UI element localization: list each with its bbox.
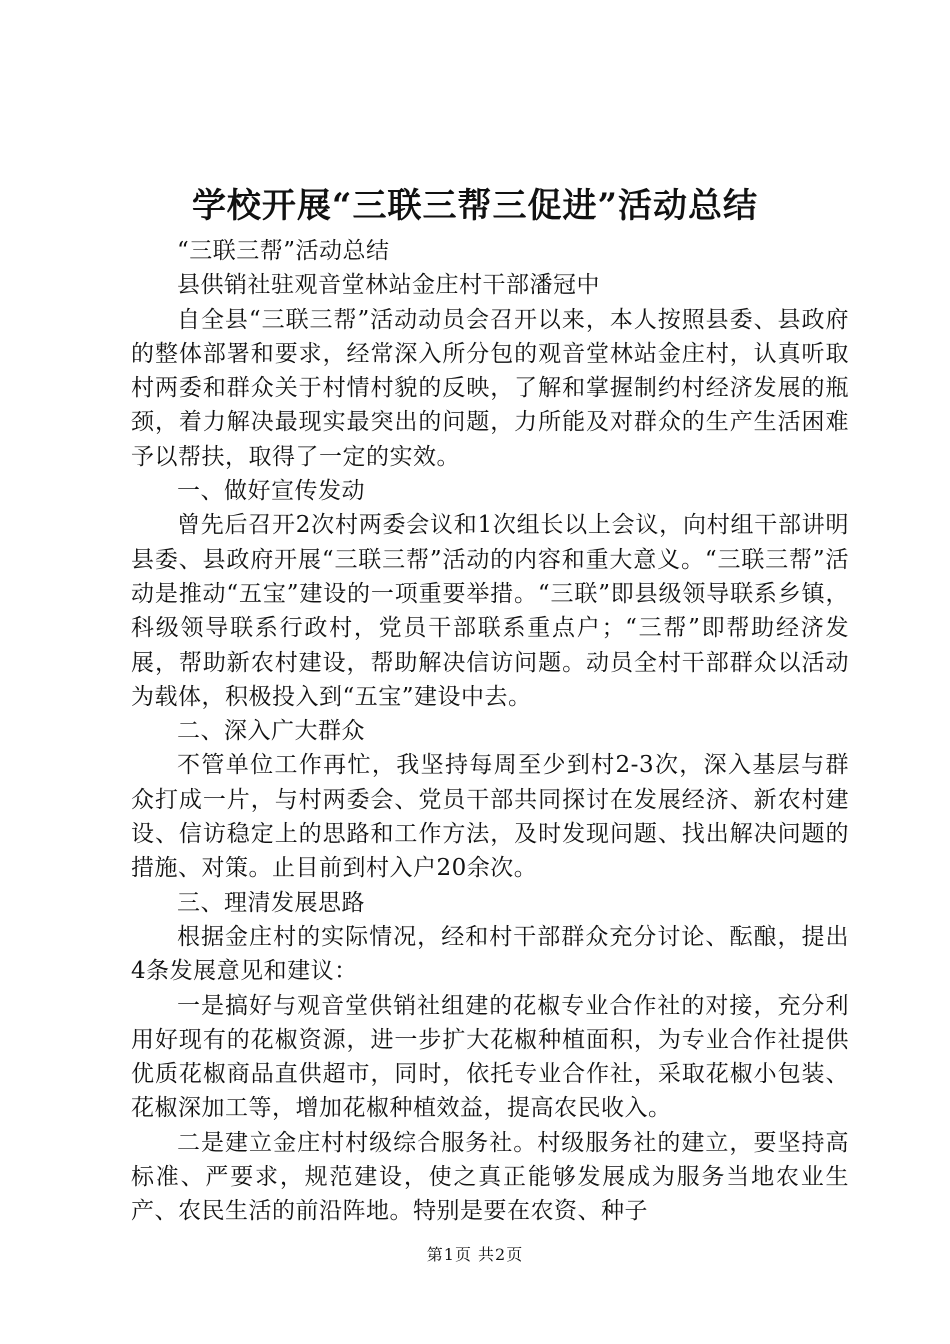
- suggestion-item-2: 二是建立金庄村村级综合服务社。村级服务社的建立，要坚持高标准、严要求，规范建设，使之真正能够发展成为服务当地农业生产、农民生活的前沿阵地。特别是要在农资、种子: [131, 1129, 849, 1225]
- document-body: [131, 234, 849, 1229]
- suggestion-item-1: 一是搞好与观音堂供销社组建的花椒专业合作社的对接，充分利用好现有的花椒资源，进一步扩大花椒种植面积，为专业合作社提供优质花椒商品直供超市，同时，依托专业合作社，采取花椒小包装、花椒深加工等，增加花椒种植效益，提高农民收入。: [131, 992, 849, 1122]
- section-paragraph-1: 曾先后召开2次村两委会议和1次组长以上会议，向村组干部讲明县委、县政府开展“三联三帮”活动的内容和重大意义。“三联三帮”活动是推动“五宝”建设的一项重要举措。“三联”即县级领导联系乡镇，科级领导联系行政村，党员干部联系重点户；“三帮”即帮助经济发展，帮助新农村建设，帮助解决信访问题。动员全村干部群众以活动为载体，积极投入到“五宝”建设中去。: [131, 512, 849, 710]
- author-line: 县供销社驻观音堂林站金庄村干部潘冠中: [177, 272, 600, 299]
- document-title: 学校开展“三联三帮三促进”活动总结: [191, 186, 759, 226]
- section-heading-3: 三、理清发展思路: [177, 889, 365, 916]
- intro-paragraph: 自全县“三联三帮”活动动员会召开以来，本人按照县委、县政府的整体部署和要求，经常深入所分包的观音堂林站金庄村，认真听取村两委和群众关于村情村貌的反映，了解和掌握制约村经济发展的瓶颈，着力解决最现实最突出的问题，力所能及对群众的生产生活困难予以帮扶，取得了一定的实效。: [131, 306, 849, 470]
- section-paragraph-2: 不管单位工作再忙，我坚持每周至少到村2-3次，深入基层与群众打成一片，与村两委会、党员干部共同探讨在发展经济、新农村建设、信访稳定上的思路和工作方法，及时发现问题、找出解决问题的措施、对策。止目前到村入户20余次。: [131, 752, 849, 882]
- section-heading-2: 二、深入广大群众: [177, 718, 365, 745]
- section-heading-1: 一、做好宣传发动: [177, 478, 365, 505]
- section-paragraph-3: 根据金庄村的实际情况，经和村干部群众充分讨论、酝酿，提出4条发展意见和建议：: [131, 923, 849, 985]
- subtitle: “三联三帮”活动总结: [177, 238, 390, 264]
- page-footer: 第1页 共2页: [426, 1245, 524, 1264]
